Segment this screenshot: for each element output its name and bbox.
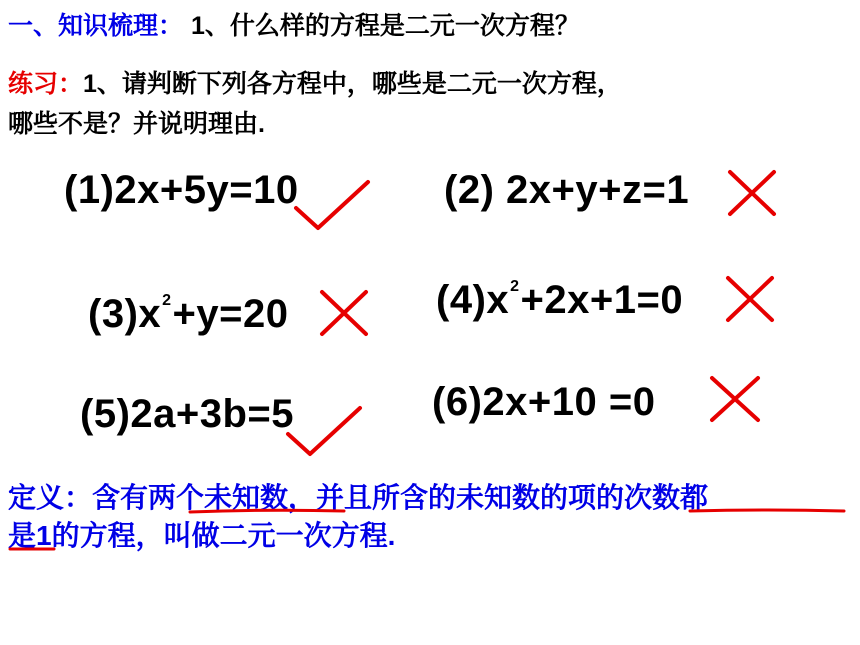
definition-is: 是 [8,520,37,551]
equation-rest: +2x+1=0 [520,278,684,322]
equation-label: (1) [64,168,115,212]
underline-degree [688,506,848,516]
underline-two-unknowns [188,506,348,516]
underline-one [8,544,58,554]
equation-3 [88,292,289,337]
equation-text: 2x+10 =0 [482,380,656,424]
exercise-prefix: 练习： [8,70,84,98]
cross-icon [318,288,370,338]
equation-text: 2x+5y=10 [114,168,299,212]
equation-label: (4) [436,278,487,322]
equation-rest: +y=20 [172,292,289,336]
outline-heading [8,6,580,42]
exercise-text-1: 1、请判断下列各方程中，哪些是二元一次方程， [83,70,622,98]
equation-label: (3) [88,292,139,336]
definition-end: 的方程，叫做二元一次方程. [51,520,396,551]
exercise-line-1 [8,64,622,100]
outline-question: 1、什么样的方程是二元一次方程？ [191,12,580,40]
equation-base: x [138,292,162,336]
equation-text: 2x+y+z=1 [506,168,690,212]
equation-base: x [486,278,510,322]
equation-1 [64,168,299,213]
equation-2 [444,168,689,213]
equation-4 [436,278,683,323]
cross-icon [708,374,762,424]
equation-6 [432,380,655,425]
definition-one: 1 [36,520,52,551]
checkmark-icon [292,178,372,232]
checkmark-icon [284,404,364,458]
equation-label: (6) [432,380,483,424]
equation-exponent: 2 [510,278,520,295]
exercise-line-2: 哪些不是？并说明理由. [8,110,265,138]
outline-prefix: 一、知识梳理： [8,12,184,40]
cross-icon [726,168,778,218]
cross-icon [724,274,776,324]
equation-label: (5) [80,392,131,436]
equation-text: 2a+3b=5 [130,392,295,436]
definition-key-degree: 项的次数都 [568,482,709,513]
equation-5 [80,392,294,437]
equation-label: (2) [444,168,495,212]
definition-line-1 [8,476,708,516]
definition-prefix: 定义：含有 [8,482,149,513]
definition-middle: ，并且所含的未知数的 [288,482,569,513]
definition-line-2 [8,514,395,554]
definition-key-two-unknowns: 两个未知数 [148,482,289,513]
equation-exponent: 2 [162,292,172,309]
